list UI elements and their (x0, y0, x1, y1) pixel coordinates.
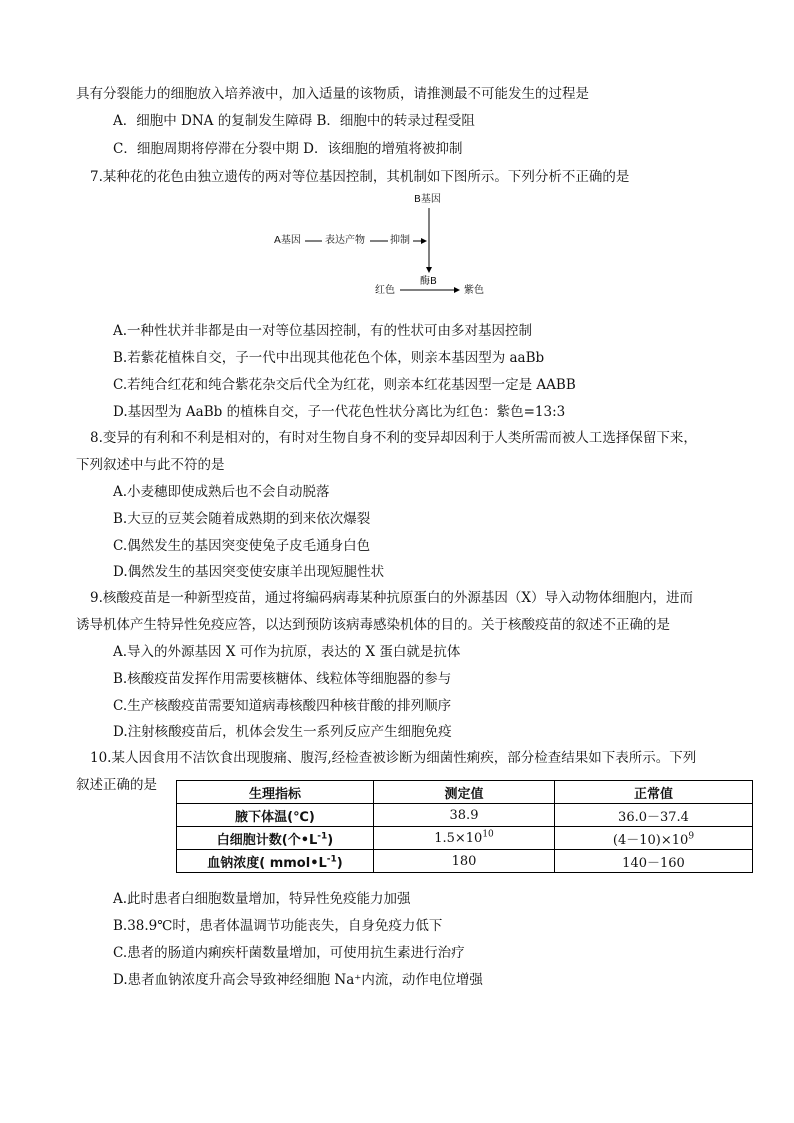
q9-stem-line2: 诱导机体产生特异性免疫应答，以达到预防该病毒感染机体的目的。关于核酸疫苗的叙述不正确的是 (76, 617, 670, 633)
q8-option-b: B.大豆的豆荚会随着成熟期的到来依次爆裂 (113, 511, 371, 527)
q10-option-d: D.患者血钠浓度升高会导致神经细胞 Na⁺内流，动作电位增强 (113, 972, 483, 988)
q8-option-c: C.偶然发生的基因突变使兔子皮毛通身白色 (113, 538, 371, 554)
row-measured: $1.5\times 10^{10}$ (374, 827, 555, 850)
q10-stem-line1: 10.某人因食用不洁饮食出现腹痛、腹泻,经检查被诊断为细菌性痢疾，部分检查结果如下表所示。下列 (90, 750, 697, 766)
q10-option-b: B.38.9℃时，患者体温调节功能丧失，自身免疫力低下 (113, 918, 443, 934)
row-measured: 180 (374, 850, 555, 873)
q7-inhibit-label: 抑制 (390, 235, 410, 246)
header-normal: 正常值 (555, 781, 753, 804)
q8-option-d: D.偶然发生的基因突变使安康羊出现短腿性状 (113, 564, 385, 580)
row-normal: $(4-10)\times 10^9$ (555, 827, 753, 850)
q7-gene-a-label: A基因 (274, 235, 301, 246)
q7-product-label: 表达产物 (325, 235, 365, 246)
row-name: 血钠浓度( $mmol•L^{-1}$) (177, 850, 374, 873)
q10-option-a: A.此时患者白细胞数量增加，特异性免疫能力加强 (113, 891, 411, 907)
result-table (176, 780, 753, 873)
q10-stem-line2: 叙述正确的是 (76, 777, 157, 793)
q7-purple-label: 紫色 (464, 285, 484, 296)
q9-stem-line1: 9.核酸疫苗是一种新型疫苗，通过将编码病毒某种抗原蛋白的外源基因（X）导入动物体细胞内，进而 (90, 590, 693, 606)
q9-option-c: C.生产核酸疫苗需要知道病毒核酸四种核苷酸的排列顺序 (113, 698, 452, 714)
q7-option-b: B.若紫花植株自交，子一代中出现其他花色个体，则亲本基因型为 aaBb (113, 350, 545, 366)
table-row (177, 850, 753, 873)
q9-option-b: B.核酸疫苗发挥作用需要核糖体、线粒体等细胞器的参与 (113, 671, 452, 687)
q9-option-d: D.注射核酸疫苗后，机体会发生一系列反应产生细胞免疫 (113, 724, 452, 740)
intro-text: 具有分裂能力的细胞放入培养液中，加入适量的该物质，请推测最不可能发生的过程是 (76, 86, 589, 102)
row-name: 白细胞计数(个$•L^{-1}$) (177, 827, 374, 850)
q7-gene-b-label: B基因 (414, 194, 441, 205)
q7-option-a: A.一种性状并非都是由一对等位基因控制，有的性状可由多对基因控制 (113, 323, 533, 339)
header-measured: 测定值 (374, 781, 555, 804)
q8-stem-line1: 8.变异的有利和不利是相对的，有时对生物自身不利的变异却因利于人类所需而被人工选择保留下来， (90, 430, 697, 446)
q9-option-a: A.导入的外源基因 X 可作为抗原，表达的 X 蛋白就是抗体 (113, 644, 461, 660)
q7-stem: 7.某种花的花色由独立遗传的两对等位基因控制，其机制如下图所示。下列分析不正确的是 (90, 169, 630, 185)
table-row (177, 804, 753, 827)
table-header-row (177, 781, 753, 804)
q6-options-ab: A．细胞中 DNA 的复制发生障碍 B．细胞中的转录过程受阻 (113, 113, 475, 129)
q8-stem-line2: 下列叙述中与此不符的是 (76, 457, 225, 473)
table-row (177, 827, 753, 850)
q8-option-a: A.小麦穗即使成熟后也不会自动脱落 (113, 484, 330, 500)
q7-red-label: 红色 (375, 285, 395, 296)
row-measured: 38.9 (374, 804, 555, 827)
row-normal: 36.0－37.4 (555, 804, 753, 827)
row-normal: 140－160 (555, 850, 753, 873)
header-indicator: 生理指标 (177, 781, 374, 804)
q10-option-c: C.患者的肠道内痢疾杆菌数量增加，可使用抗生素进行治疗 (113, 945, 465, 961)
q7-option-d: D.基因型为 AaBb 的植株自交，子一代花色性状分离比为红色：紫色=13:3 (113, 404, 566, 420)
row-name: 腋下体温(℃) (177, 804, 374, 827)
q6-options-cd: C．细胞周期将停滞在分裂中期 D．该细胞的增殖将被抑制 (113, 141, 463, 157)
q7-option-c: C.若纯合红花和纯合紫花杂交后代全为红花，则亲本红花基因型一定是 AABB (113, 377, 576, 393)
q7-enzyme-label: 酶B (420, 276, 437, 287)
